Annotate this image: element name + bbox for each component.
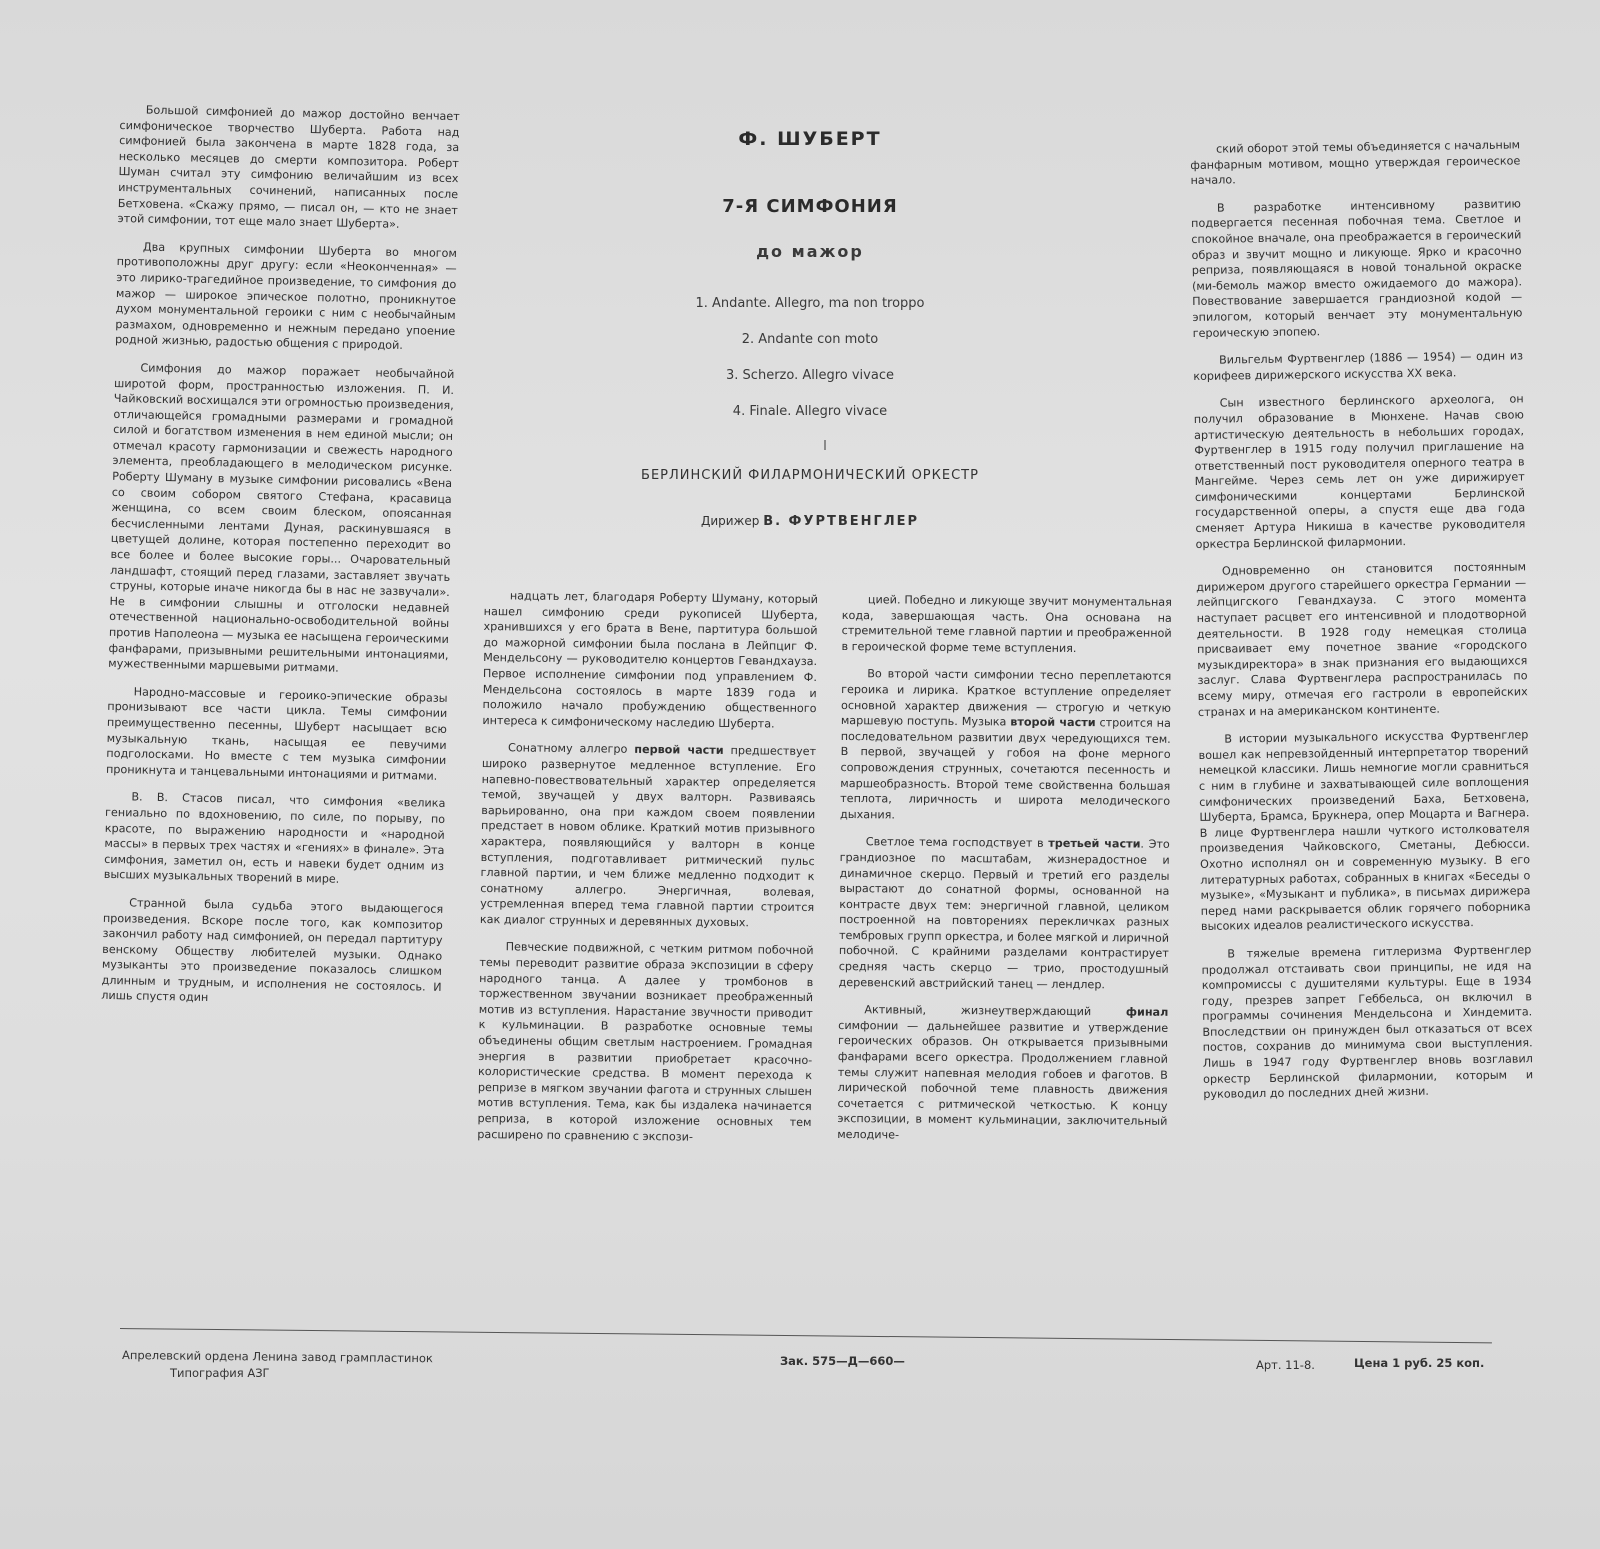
- paragraph: Странной была судьба этого выдающегося произведения. Вскоре после того, как композитор закончил работу над симфонией, он передал партитуру венскому Обществу любителей музыки. Однако музыканты это произведение показалось слишком длинным и трудным, и исполнения не состоялось. И лишь спустя один: [101, 896, 444, 1005]
- footer-order-number: Зак. 575—Д—660—: [780, 1354, 905, 1368]
- paragraph: ский оборот этой темы объединяется с начальным фанфарным мотивом, мощно утверждая героическое начало.: [1190, 138, 1521, 188]
- text-column-3: [836, 592, 1172, 1243]
- paragraph: Большой симфонией до мажор достойно венчает симфоническое творчество Шуберта. Работа над симфонией была закончена в марте 1828 года, за несколько месяцев до смерти композитора. Роберт Шуман считал эту симфонию величайшим из всех инструментальных сочинений, написанных после Бетховена. «Скажу прямо, — писал он, — кто не знает этой симфонии, тот еще мало знает Шуберта».: [117, 103, 460, 232]
- text-column-2: [476, 588, 818, 1252]
- footer-divider: [120, 1328, 1492, 1343]
- footer-factory: Апрелевский ордена Ленина завод грампластинок: [121, 1348, 433, 1366]
- composer-name: Ф. ШУБЕРТ: [738, 128, 882, 150]
- footer-article: Арт. 11-8.: [1256, 1358, 1315, 1372]
- orchestra-name: БЕРЛИНСКИЙ ФИЛАРМОНИЧЕСКИЙ ОРКЕСТР: [641, 468, 979, 483]
- paragraph: Симфония до мажор поражает необычайной широтой форм, пространностью изложения. П. И. Чайковский восхищался эти огромностью произведения, отличающейся громадными размерами и громадной силой и богатством изменения в нем единой мысли; он отмечал красоту гармонизации и свежесть народного элемента, преобладающего в мелодическом рисунке. Роберту Шуману в музыке симфонии рисовались «Вена со своим собором святого Стефана, красавица женщина, со всем своим блеском, опоясанная бесчисленными лентами Дуная, раскинувшаяся в цветущей долине, которая постепенно переходит во все более и более высокие горы... Очаровательный ландшафт, стоящий перед глазами, заставляет звучать струны, которые иначе никогда бы в нас не зазвучали». Не в симфонии слышны и отголоски недавней отечественной национально-освободительной войны против Наполеона — музыка ее насыщена героическими фанфарами, призывными решительными интонациями, мужественными маршевыми ритмами.: [108, 361, 455, 675]
- footer-price: Цена 1 руб. 25 коп.: [1354, 1356, 1485, 1370]
- emphasis: третьей части: [1048, 837, 1141, 851]
- paragraph: цией. Победно и ликующе звучит монументальная кода, завершающая часть. Она основана на стремительной теме главной партии и преображенной в героической форме теме вступления.: [841, 593, 1172, 655]
- work-title: 7-Я СИМФОНИЯ: [722, 196, 898, 217]
- movement-item: 1. Andante. Allegro, ma non troppo: [695, 296, 925, 311]
- text-column-4: [1190, 137, 1535, 1253]
- paragraph: Два крупных симфонии Шуберта во многом противоположны друг другу: если «Неоконченная» — это лирико-трагедийное произведение, то симфония до мажор — широкое эпическое полотно, проникнутое духом монументальной героики с ним с необычайным размахом, одновременно и нежным передано упоение родной жизнью, радостью общения с природой.: [114, 240, 458, 353]
- conductor-label: Дирижер: [700, 514, 760, 528]
- paragraph: Народно-массовые и героико-эпические образы пронизывают все части цикла. Темы симфонии преимущественно песенны, Шуберт насыщает всю музыкальную ткань, насыщая ее певучими подголосками. Но вместе с тем музыка симфонии проникнута и танцевальными интонациями и ритмами.: [105, 685, 448, 783]
- paragraph: Активный, жизнеутверждающий финал симфонии — дальнейшее развитие и утверждение героических образов. Он открывается призывными фанфарами всего оркестра. Продолжением главной темы служит напевная мелодия гобоев и фаготов. В лирической побочной теме плавность движения сочетается с ритмической четкостью. К концу экспозиции, в момент кульминации, заключительный мелодиче-: [837, 1003, 1169, 1142]
- movement-list: [600, 294, 1020, 438]
- paragraph: В разработке интенсивному развитию подвергается песенная побочная тема. Светлое и спокойное вначале, она преображается в героический образ и звучит мощно и ликующе. Ярко и красочно реприза, появляющаяся в новой тональной окраске (ми-бемоль мажор вместо ожидаемого до мажора). Повествование завершается грандиозной кодой — эпилогом, который венчает эту монументальную героическую эпопею.: [1191, 197, 1523, 340]
- paragraph: В. В. Стасов писал, что симфония «велика гениально по вдохновению, по силе, по порыву, по красоте, по выражению народности и «народной массы» в первых трех частях и «гениях» в финале». Эта симфония, заметил он, есть и навеки будет одним из высших музыкальных творений в мире.: [103, 790, 446, 887]
- emphasis: первой части: [634, 743, 724, 758]
- paragraph: В тяжелые времена гитлеризма Фуртвенглер продолжал отстаивать свои принципы, не идя на компромиссы с душителями культуры. Еще в 1934 году, презрев запрет Геббельса, он включил в программы сочинения Мендельсона и Хиндемита. Впоследствии он принужден был отказаться от всех постов, сохранив до минимума свои выступления. Лишь в 1947 году Фуртвенглер вновь возглавил оркестр Берлинской филармонии, которым и руководил до последних дней жизни.: [1201, 943, 1534, 1102]
- paragraph: Во второй части симфонии тесно переплетаются героика и лирика. Краткое вступление определяет основной характер движения — строгую и четкую маршевую поступь. Музыка второй части строится на последовательном развитии двух чередующихся тем. В первой, звучащей у гобоя на фоне мерного сопровождения струнных, сочетаются песенность и маршеобразность. Второй теме свойственна большая теплота, лиричность и широта мелодического дыхания.: [840, 667, 1172, 822]
- emphasis: второй части: [1010, 715, 1096, 730]
- movement-item: 4. Finale. Allegro vivace: [732, 404, 888, 419]
- paragraph: Одновременно он становится постоянным дирижером другого старейшего оркестра Германии — лейпцигского Гевандхауза. С этого момента наступает расцвет его интенсивной и плодотворной деятельности. В 1928 году немецкая столица присваивает ему почетное звание «городского музыкдиректора» в знак признания его выдающихся заслуг. Слава Фуртвенглера распространилась по всему миру, отмечая его гастроли в европейских странах и на американском континенте.: [1196, 560, 1528, 719]
- movement-item: 2. Andante con moto: [741, 332, 879, 347]
- paragraph: Вильгельм Фуртвенглер (1886 — 1954) — один из корифеев дирижерского искусства XX века.: [1193, 349, 1524, 383]
- paragraph: Певческие подвижной, с четким ритмом побочной темы переводит развитие образа экспозиции в сферу народного танца. А далее у тромбонов в торжественном звучании возникает преображенный мотив из вступления. Нарастание звучности приводит к кульминации. В разработке основные темы объединены общим светлым настроением. Громадная энергия в развитии приобретает красочно-колористические средства. В момент перехода к репризе в мягком звучании фагота и струнных слышен мотив вступления. Тема, как бы издалека начинается реприза, в которой изложение основных тем расширено по сравнению с экспози-: [477, 940, 814, 1144]
- paragraph: Светлое тема господствует в третьей части. Это грандиозное по масштабам, жизнерадостное и динамичное скерцо. Первый и третий его разделы вырастают до сонатной формы, основанной на контрасте двух тем: энергичной главной, целиком построенной на повторениях перекличках разных тембровых групп оркестра, и более мягкой и лиричной побочной. С крайними разделами контрастирует средняя часть скерцо — трио, простодушный деревенский австрийский танец — лендлер.: [838, 835, 1170, 991]
- emphasis: финал: [1125, 1005, 1169, 1020]
- divider: [824, 440, 826, 450]
- conductor-line: [600, 514, 1020, 529]
- footer-typography: Типография АЗГ: [170, 1366, 270, 1380]
- paragraph: надцать лет, благодаря Роберту Шуману, который нашел симфонию среди рукописей Шуберта, хранившихся у его брата в Вене, партитура большой до мажорной симфонии была послана в Лейпциг Ф. Мендельсону — руководителю концертов Гевандхауза. Первое исполнение симфонии под управлением Ф. Мендельсона состоялось в марте 1839 года и положило начало пробуждению общественного интереса к симфоническому наследию Шуберта.: [482, 589, 818, 731]
- text-column-1: [96, 102, 460, 1254]
- movement-item: 3. Scherzo. Allegro vivace: [726, 368, 894, 383]
- work-key: до мажор: [756, 242, 864, 261]
- paragraph: Сын известного берлинского археолога, он получил образование в Мюнхене. Начав свою артистическую деятельность в небольших городах, Фуртвенглер в 1915 году получил приглашение на ответственный пост руководителя оперного театра в Мангейме. Через семь лет он уже дирижирует симфоническими концертами Берлинской государственной оперы, а спустя еще два года сменяет Артура Никиша в качестве руководителя оркестра Берлинской филармонии.: [1193, 392, 1526, 551]
- paragraph: В истории музыкального искусства Фуртвенглер вошел как непревзойденный интерпретатор творений немецкой классики. Лишь немногие могли сравниться с ним в глубине и захватывающей силе воплощения симфонических произведений Баха, Бетховена, Шуберта, Брамса, Брукнера, опер Моцарта и Вагнера. В лице Фуртвенглера нашли чуткого истолкователя произведения Чайковского, Сметаны, Дебюсси. Охотно исполнял он и современную музыку. В его литературных работах, собранных в книгах «Беседы о музыке», «Музыкант и публика», в письмах дирижера перед нами раскрывается облик горячего поборника высоких идеалов реалистического искусства.: [1198, 728, 1531, 934]
- paragraph: Сонатному аллегро первой части предшествует широко развернутое медленное вступление. Его напевно-повествовательный характер определяется темой, звучащей у двух валторн. Развиваясь варьированно, она при каждом своем появлении предстает в новом облике. Краткий мотив призывного характера, появляющийся у валторн в конце вступления, подготавливает ритмический пульс главной партии, и чем ближе медленно подходит к сонатному аллегро. Энергичная, волевая, устремленная вперед тема главной партии строится как диалог струнных и деревянных духовых.: [479, 741, 817, 930]
- conductor-name: В. ФУРТВЕНГЛЕР: [763, 514, 920, 529]
